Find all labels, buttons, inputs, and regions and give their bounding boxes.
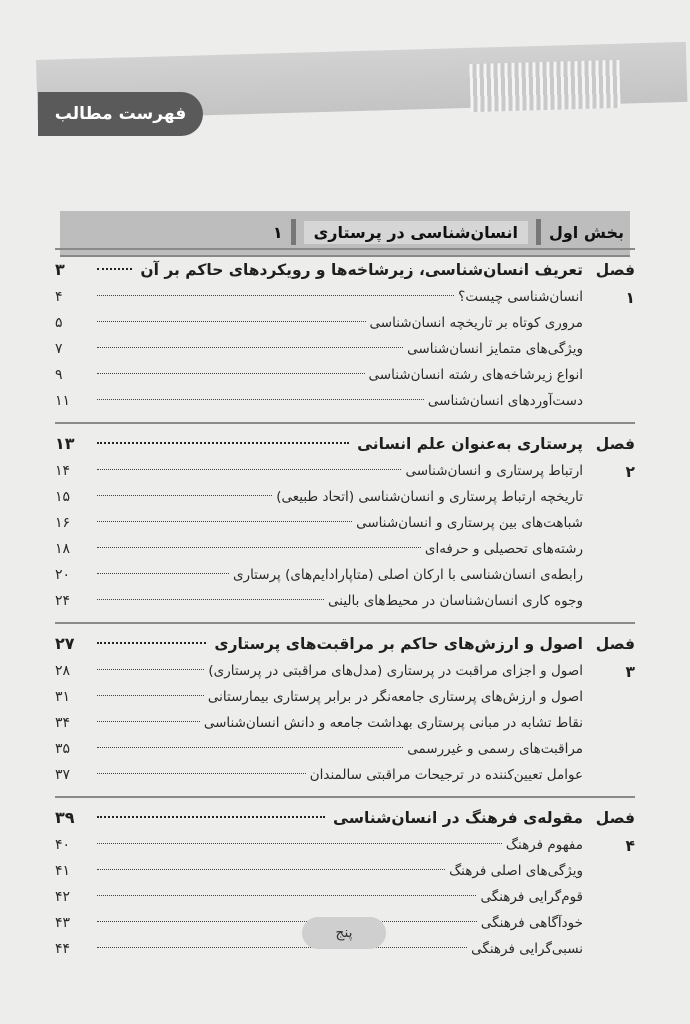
chapter-block [55, 630, 635, 788]
toc-entry[interactable] [55, 710, 635, 736]
chapter-label: فصل ۱ [595, 261, 635, 307]
dot-leader [97, 669, 204, 670]
chapter-page: ۱۳ [55, 434, 75, 453]
dot-leader [97, 295, 454, 296]
header-stripes [469, 60, 620, 112]
entry-title: اصول و اجزای مراقبت در پرستاری (مدل‌های مراقبتی در پرستاری) [208, 663, 583, 679]
toc-entry[interactable] [55, 388, 635, 414]
entry-page: ۴۴ [55, 941, 71, 957]
part-divider [291, 219, 296, 245]
dot-leader [97, 921, 477, 922]
entry-title: انواع زیرشاخه‌های رشته انسان‌شناسی [368, 367, 583, 383]
entry-title: دست‌آوردهای انسان‌شناسی [427, 393, 583, 409]
dot-leader [97, 642, 206, 644]
entry-page: ۳۷ [55, 767, 71, 783]
toc-entry[interactable] [55, 684, 635, 710]
entry-page: ۱۶ [55, 515, 71, 531]
toc-entry[interactable] [55, 536, 635, 562]
entry-page: ۳۴ [55, 715, 71, 731]
toc-entry[interactable] [55, 284, 635, 310]
chapter-label: فصل ۳ [595, 635, 635, 681]
dot-leader [97, 399, 424, 400]
toc-entry[interactable] [55, 484, 635, 510]
entry-title: مروری کوتاه بر تاریخچه انسان‌شناسی [369, 315, 583, 331]
dot-leader [97, 373, 365, 374]
part-title: انسان‌شناسی در پرستاری [304, 221, 528, 244]
toc-entry[interactable] [55, 858, 635, 884]
entry-page: ۳۱ [55, 689, 71, 705]
entry-page: ۴۰ [55, 837, 71, 853]
toc-entry[interactable] [55, 562, 635, 588]
entry-title: اصول و ارزش‌های پرستاری جامعه‌نگر در برابر پرستاری بیمارستانی [207, 689, 583, 705]
chapter-block [55, 256, 635, 414]
entry-title: وجوه کاری انسان‌شناسان در محیط‌های بالینی [328, 593, 583, 609]
dot-leader [97, 843, 502, 844]
entry-title: عوامل تعیین‌کننده در ترجیحات مراقبتی سالمندان [309, 767, 583, 783]
toc-entry[interactable] [55, 762, 635, 788]
entry-title: ارتباط پرستاری و انسان‌شناسی [405, 463, 583, 479]
dot-leader [97, 268, 132, 270]
dot-leader [97, 816, 325, 818]
entry-title: رابطه‌ی انسان‌شناسی با ارکان اصلی (متاپارادایم‌های) پرستاری [232, 567, 583, 583]
dot-leader [97, 495, 272, 496]
dot-leader [97, 599, 324, 600]
part-divider [536, 219, 541, 245]
chapter-separator [55, 796, 635, 798]
entry-title: شباهت‌های بین پرستاری و انسان‌شناسی [356, 515, 583, 531]
entry-page: ۱۴ [55, 463, 71, 479]
dot-leader [97, 721, 200, 722]
chapter-title: اصول و ارزش‌های حاکم بر مراقبت‌های پرستاری [214, 635, 583, 653]
entry-title: مراقبت‌های رسمی و غیررسمی [407, 741, 583, 757]
part-number: ۱ [272, 222, 283, 242]
chapter-page: ۳۹ [55, 808, 75, 827]
toc-entry[interactable] [55, 510, 635, 536]
entry-title: ویژگی‌های متمایز انسان‌شناسی [407, 341, 583, 357]
toc-entry[interactable] [55, 658, 635, 684]
entry-page: ۲۰ [55, 567, 71, 583]
entry-page: ۹ [55, 367, 63, 383]
entry-page: ۲۴ [55, 593, 71, 609]
chapter-page: ۲۷ [55, 634, 75, 653]
chapter-label: فصل ۲ [595, 435, 635, 481]
chapter-separator [55, 622, 635, 624]
dot-leader [97, 869, 445, 870]
dot-leader [97, 469, 401, 470]
entry-title: تاریخچه ارتباط پرستاری و انسان‌شناسی (اتحاد طبیعی) [276, 489, 583, 505]
chapter-title: مقوله‌ی فرهنگ در انسان‌شناسی [333, 809, 583, 827]
entry-page: ۲۸ [55, 663, 71, 679]
toc-entry[interactable] [55, 832, 635, 858]
dot-leader [97, 747, 403, 748]
table-of-contents [55, 246, 635, 970]
entry-title: نسبی‌گرایی فرهنگی [471, 941, 583, 957]
entry-page: ۴۱ [55, 863, 71, 879]
toc-entry[interactable] [55, 310, 635, 336]
dot-leader [97, 521, 352, 522]
dot-leader [97, 773, 306, 774]
entry-page: ۳۵ [55, 741, 71, 757]
entry-title: رشته‌های تحصیلی و حرفه‌ای [424, 541, 583, 557]
entry-page: ۴۳ [55, 915, 71, 931]
entry-title: انسان‌شناسی چیست؟ [458, 289, 583, 305]
toc-entry[interactable] [55, 362, 635, 388]
entry-page: ۱۱ [55, 393, 71, 409]
chapter-page: ۳ [55, 260, 65, 279]
toc-entry[interactable] [55, 736, 635, 762]
entry-title: قوم‌گرایی فرهنگی [480, 889, 583, 905]
toc-entry[interactable] [55, 336, 635, 362]
dot-leader [97, 442, 349, 444]
entry-page: ۵ [55, 315, 63, 331]
chapter-separator [55, 422, 635, 424]
part-heading [196, 214, 624, 250]
dot-leader [97, 321, 366, 322]
dot-leader [97, 895, 476, 896]
toc-entry[interactable] [55, 588, 635, 614]
chapter-block [55, 430, 635, 614]
entry-title: مفهوم فرهنگ [505, 837, 583, 853]
entry-page: ۴ [55, 289, 63, 305]
chapter-label: فصل ۴ [595, 809, 635, 855]
chapter-title: پرستاری به‌عنوان علم انسانی [357, 435, 583, 453]
toc-title: فهرست مطالب [38, 92, 203, 136]
dot-leader [97, 547, 421, 548]
dot-leader [97, 947, 467, 948]
entry-page: ۴۲ [55, 889, 71, 905]
toc-entry[interactable] [55, 458, 635, 484]
entry-title: خودآگاهی فرهنگی [480, 915, 583, 931]
entry-title: نقاط تشابه در مبانی پرستاری بهداشت جامعه و دانش انسان‌شناسی [203, 715, 583, 731]
entry-page: ۱۵ [55, 489, 71, 505]
part-label: بخش اول [548, 222, 624, 242]
chapter-separator [55, 248, 635, 250]
dot-leader [97, 573, 229, 574]
entry-page: ۱۸ [55, 541, 71, 557]
entry-title: ویژگی‌های اصلی فرهنگ [449, 863, 583, 879]
dot-leader [97, 695, 204, 696]
entry-page: ۷ [55, 341, 63, 357]
toc-entry[interactable] [55, 884, 635, 910]
dot-leader [97, 347, 403, 348]
page-number: پنج [302, 917, 386, 949]
chapter-title: تعریف انسان‌شناسی، زیرشاخه‌ها و رویکردهای حاکم بر آن [140, 261, 583, 279]
